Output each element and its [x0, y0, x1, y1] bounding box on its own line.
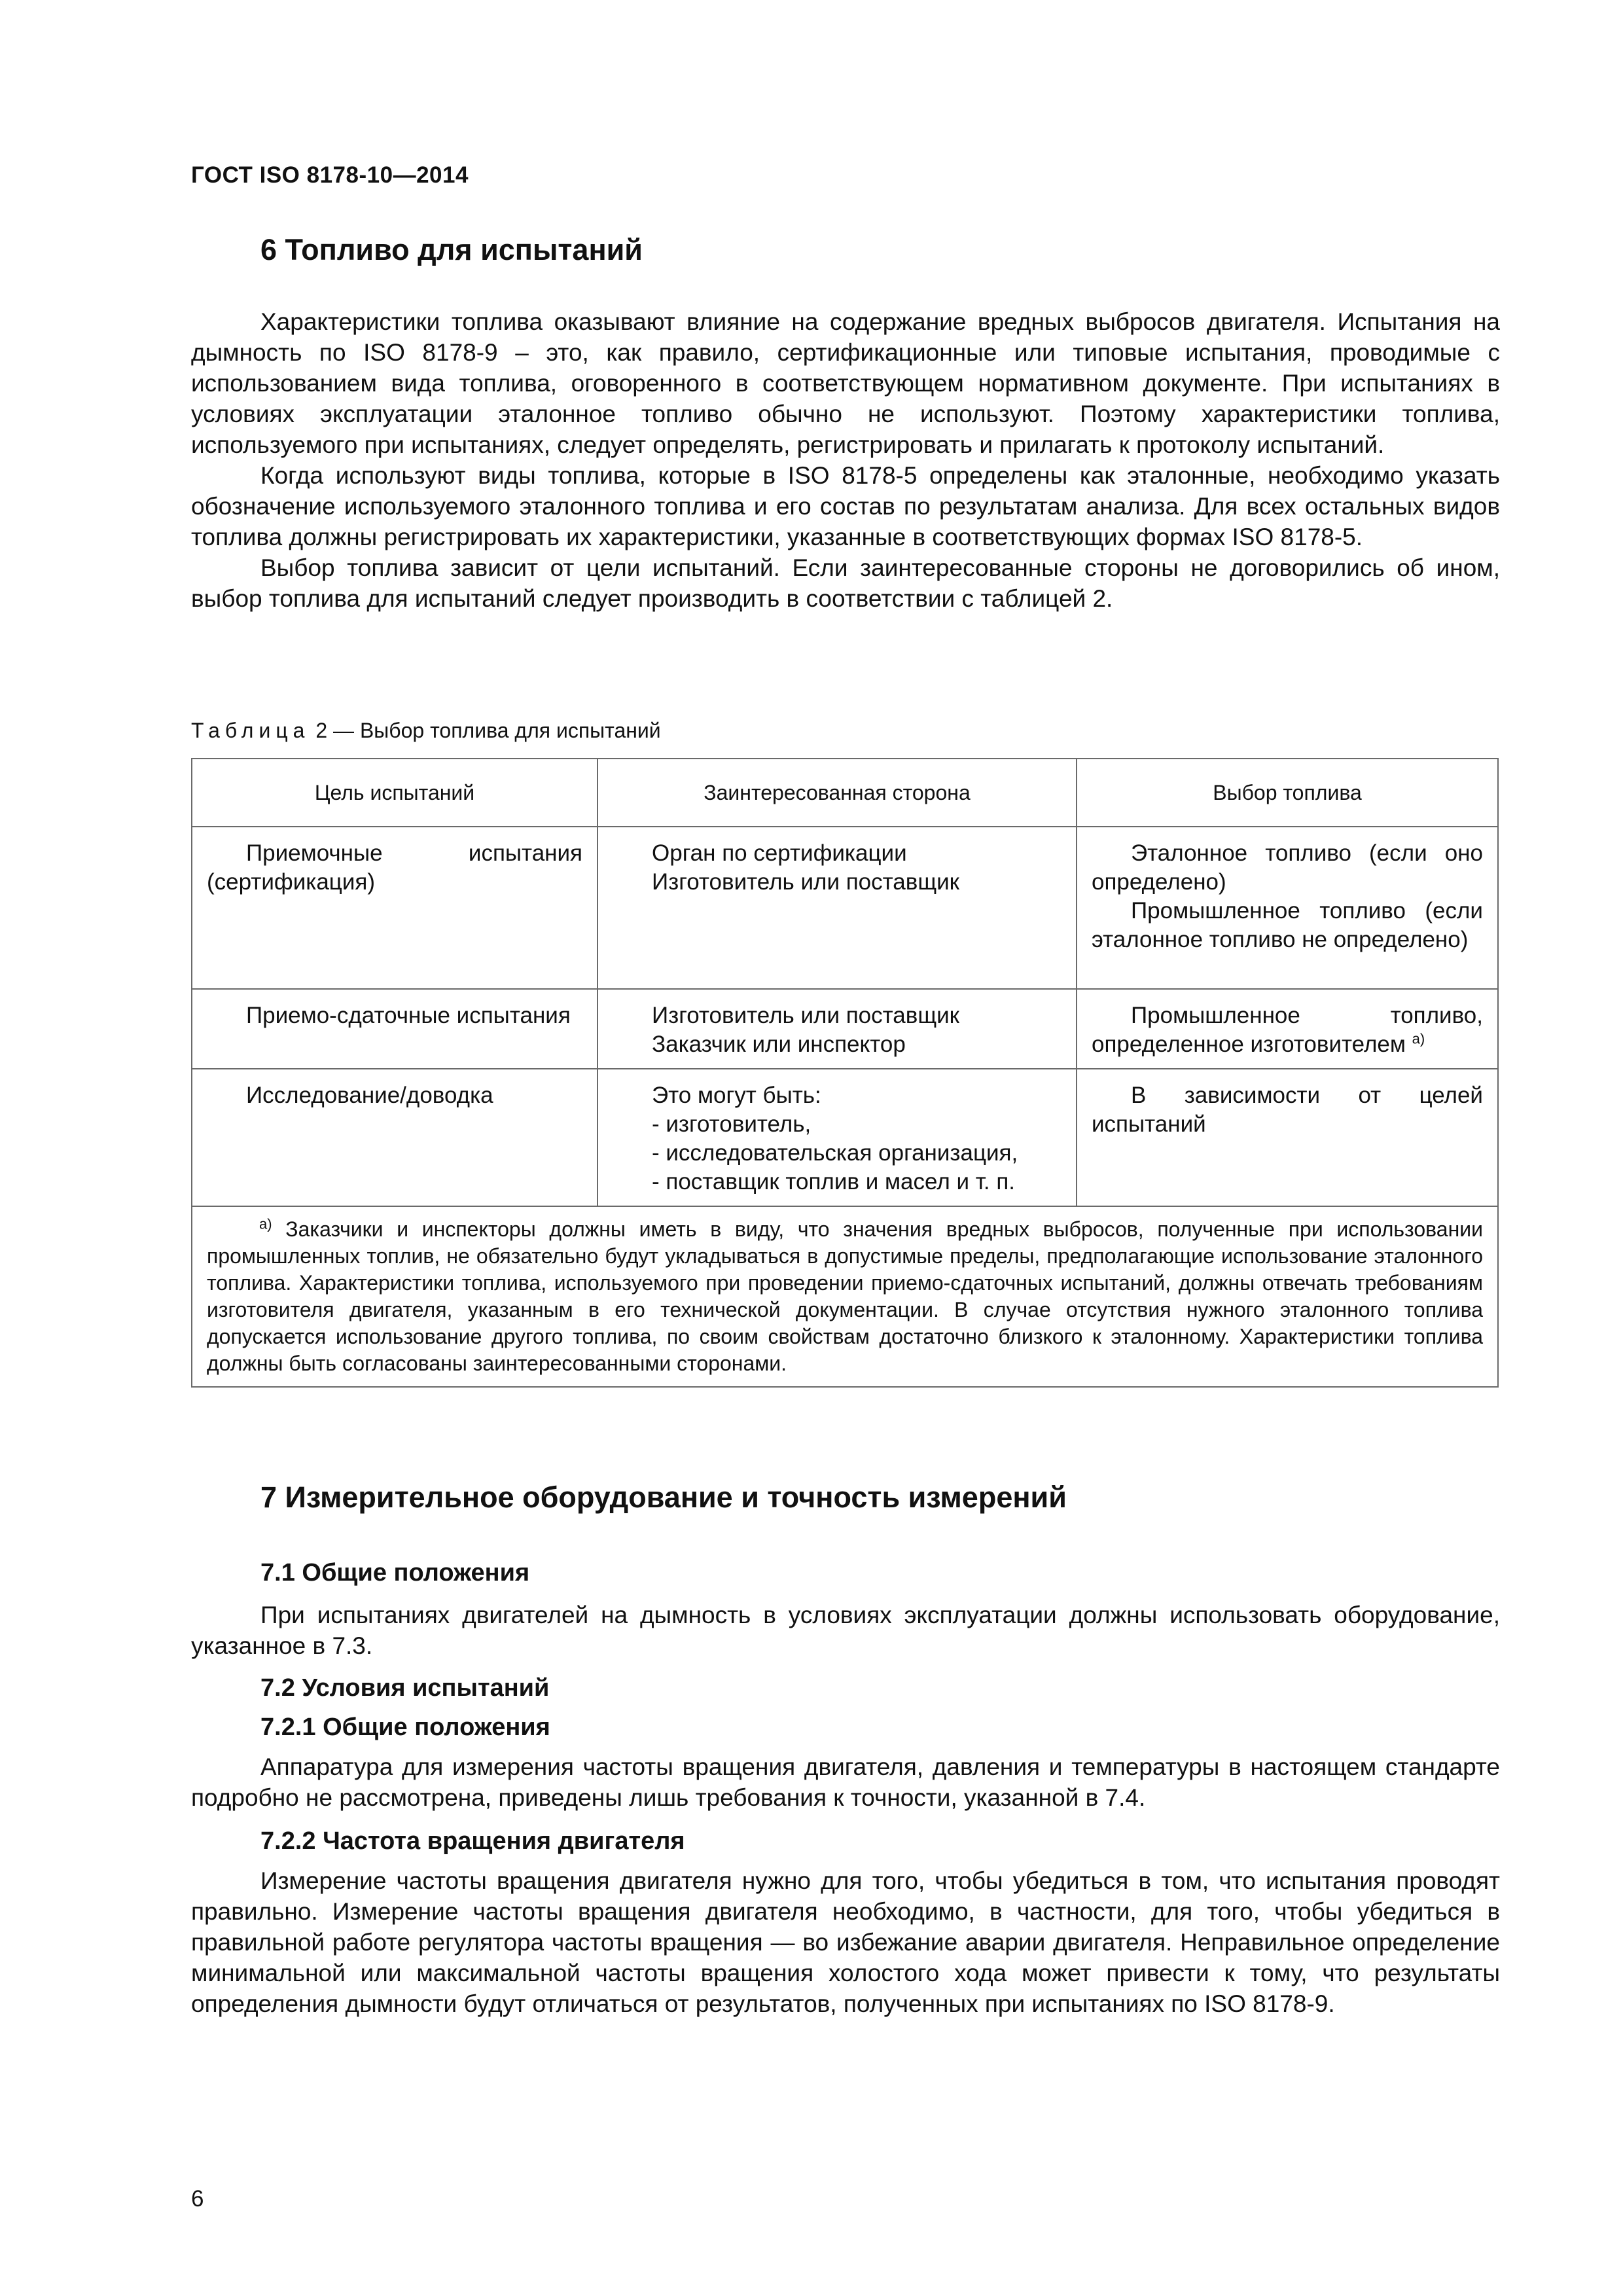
subsection-7-2-1-body: Аппаратура для измерения частоты вращения двигателя, давления и температуры в настоящем стандарте подробно не рассмотрена, приведены лишь требования к точности, указанной в 7.4.	[191, 1753, 1500, 1811]
fuel-selection-table	[191, 758, 1499, 1388]
column-header-fuel: Выбор топлива	[1077, 759, 1498, 827]
cell-party: Орган по сертификации Изготовитель или поставщик	[597, 827, 1077, 989]
cell-party: Изготовитель или поставщик Заказчик или инспектор	[597, 989, 1077, 1069]
cell-party: Это могут быть: - изготовитель, - исследовательская организация, - поставщик топлив и масел и т. п.	[597, 1069, 1077, 1206]
column-header-purpose: Цель испытаний	[192, 759, 597, 827]
cell-purpose: Приемо-сдаточные испытания	[192, 989, 597, 1069]
table-footnote-row	[192, 1206, 1498, 1387]
cell-fuel: В зависимости от целей испытаний	[1077, 1069, 1498, 1206]
paragraph: Выбор топлива зависит от цели испытаний. Если заинтересованные стороны не договорились об ином, выбор топлива для испытаний следует производить в соответствии с таблицей 2.	[191, 554, 1500, 612]
paragraph: Когда используют виды топлива, которые в ISO 8178-5 определены как эталонные, необходимо указать обозначение используемого эталонного топлива и его состав по результатам анализа. Для всех остальных видов топлива должны регистрировать их характеристики, указанные в соответствующих формах ISO 8178-5.	[191, 462, 1500, 550]
subsection-7-2-title: 7.2 Условия испытаний	[260, 1674, 550, 1702]
paragraph: Характеристики топлива оказывают влияние на содержание вредных выбросов двигателя. Испытания на дымность по ISO 8178-9 – это, как правило, сертификационные или типовые испытания, проводимые с использованием вида топлива, оговоренного в соответствующем нормативном документе. При испытаниях в условиях эксплуатации эталонное топливо обычно не используют. Поэтому характеристики топлива, используемого при испытаниях, следует определять, регистрировать и прилагать к протоколу испытаний.	[191, 308, 1500, 458]
footnote-marker: а)	[1412, 1030, 1425, 1047]
cell-purpose: Приемочные испытания (сертификация)	[192, 827, 597, 989]
subsection-7-2-2-title: 7.2.2 Частота вращения двигателя	[260, 1827, 685, 1855]
cell-fuel: Промышленное топливо, определенное изготовителем $^{а)}$	[1077, 989, 1498, 1069]
cell-purpose: Исследование/доводка	[192, 1069, 597, 1206]
table-row	[192, 989, 1498, 1069]
section-7-title: 7 Измерительное оборудование и точность измерений	[260, 1480, 1067, 1514]
column-header-party: Заинтересованная сторона	[597, 759, 1077, 827]
table-footnote: $^{а)}$ Заказчики и инспекторы должны иметь в виду, что значения вредных выбросов, полученные при использовании промышленных топлив, не обязательно будут укладываться в допустимые пределы, предполагающие использование эталонного топлива. Характеристики топлива, используемого при проведении приемо-сдаточных испытаний, должны отвечать требованиям изготовителя двигателя, указанным в его технической документации. В случае отсутствия нужного эталонного топлива допускается использование другого топлива, по своим свойствам достаточно близкого к эталонному. Характеристики топлива должны быть согласованы заинтересованными сторонами.	[192, 1206, 1498, 1387]
page-number: 6	[191, 2186, 204, 2212]
subsection-7-2-1-title: 7.2.1 Общие положения	[260, 1713, 550, 1741]
table-caption: Таблица 2 — Выбор топлива для испытаний	[191, 719, 661, 742]
subsection-7-2-2-body: Измерение частоты вращения двигателя нужно для того, чтобы убедиться в том, что испытания проводят правильно. Измерение частоты вращения двигателя необходимо, в частности, для того, чтобы убедиться в правильной работе регулятора частоты вращения — во избежание аварии двигателя. Неправильное определение минимальной или максимальной частоты вращения холостого хода может привести к тому, что результаты определения дымности будут отличаться от результатов, полученных при испытаниях по ISO 8178-9.	[191, 1867, 1500, 2017]
table-row	[192, 1069, 1498, 1206]
document-header: ГОСТ ISO 8178-10—2014	[191, 162, 469, 188]
cell-fuel: Эталонное топливо (если оно определено) Промышленное топливо (если эталонное топливо не определено)	[1077, 827, 1498, 989]
table-header-row	[192, 759, 1498, 827]
section-6-body	[191, 306, 1500, 614]
section-6-title: 6 Топливо для испытаний	[260, 233, 643, 266]
subsection-7-1-title: 7.1 Общие положения	[260, 1559, 530, 1587]
footnote-marker: а)	[259, 1215, 272, 1232]
subsection-7-1-body: При испытаниях двигателей на дымность в условиях эксплуатации должны использовать оборудование, указанное в 7.3.	[191, 1602, 1500, 1659]
table-row	[192, 827, 1498, 989]
